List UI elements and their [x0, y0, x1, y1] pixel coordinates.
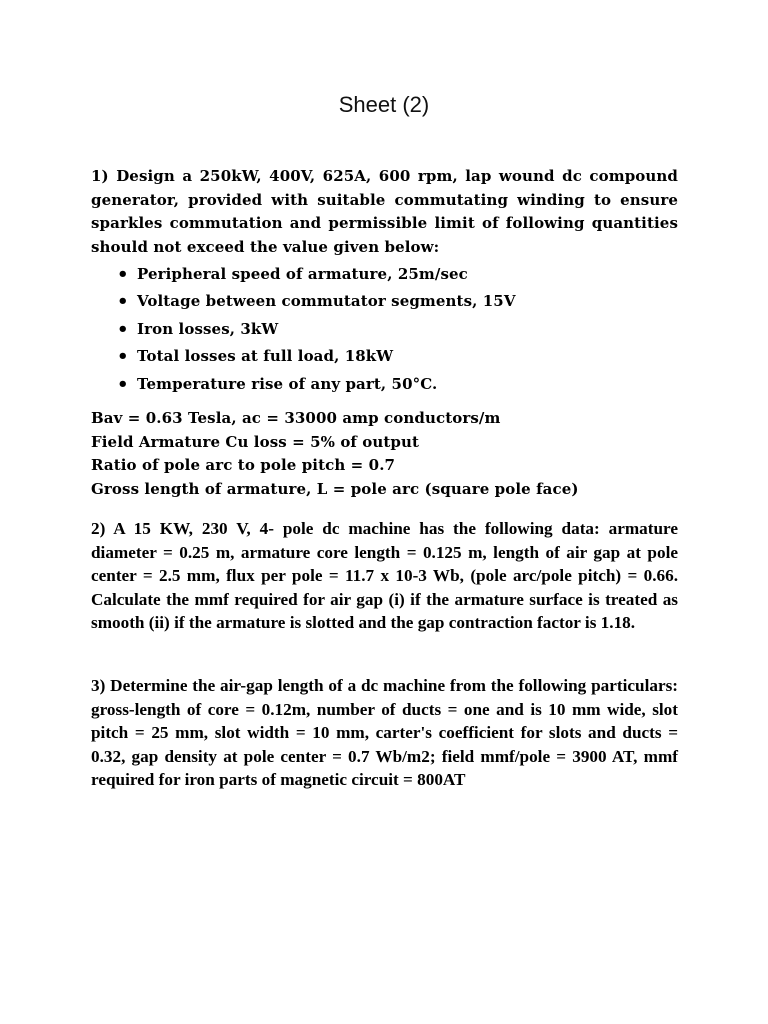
parameter-line: Bav = 0.63 Tesla, ac = 33000 amp conductors/m — [91, 409, 501, 428]
limit-item: • Total losses at full load, 18kW — [137, 343, 678, 370]
limit-item: • Temperature rise of any part, 50°C. — [137, 371, 678, 398]
question-1 — [91, 165, 678, 501]
limit-item: • Iron losses, 3kW — [137, 316, 678, 343]
limit-item: • Peripheral speed of armature, 25m/sec — [137, 261, 678, 288]
parameter-line: Ratio of pole arc to pole pitch = 0.7 — [91, 456, 396, 475]
parameter-line: Gross length of armature, L = pole arc (square pole face) — [91, 479, 579, 498]
given-parameters — [91, 407, 678, 501]
limits-list — [91, 261, 678, 398]
question-3 — [91, 674, 678, 792]
parameter-line: Field Armature Cu loss = 5% of output — [91, 432, 420, 451]
question-3-text: 3) Determine the air-gap length of a dc machine from the following particulars: gross-length of core = 0.12m, number of ducts = one and is 10 mm wide, slot pitch = 25 mm, slot width = 10 mm, carter's coefficient for slots and ducts = 0.32, gap density at pole center = 0.7 Wb/m2; field mmf/pole = 3900 AT, mmf required for iron parts of magnetic circuit = 800AT — [91, 676, 678, 790]
question-1-intro: 1) Design a 250kW, 400V, 625A, 600 rpm, lap wound dc compound generator, provided with suitable commutating winding to ensure sparkles commutation and permissible limit of following quantities should not exceed the value given below: — [91, 167, 678, 256]
limit-item: • Voltage between commutator segments, 15V — [137, 288, 678, 315]
question-2-text: 2) A 15 KW, 230 V, 4- pole dc machine has the following data: armature diameter = 0.25 m, armature core length = 0.125 m, length of air gap at pole center = 2.5 mm, flux per pole = 11.7 x 10-3 Wb, (pole arc/pole pitch) = 0.66. Calculate the mmf required for air gap (i) if the armature surface is treated as smooth (ii) if the armature is slotted and the gap contraction factor is 1.18. — [91, 519, 678, 633]
question-2 — [91, 517, 678, 635]
sheet-title: Sheet (2) — [338, 92, 430, 117]
